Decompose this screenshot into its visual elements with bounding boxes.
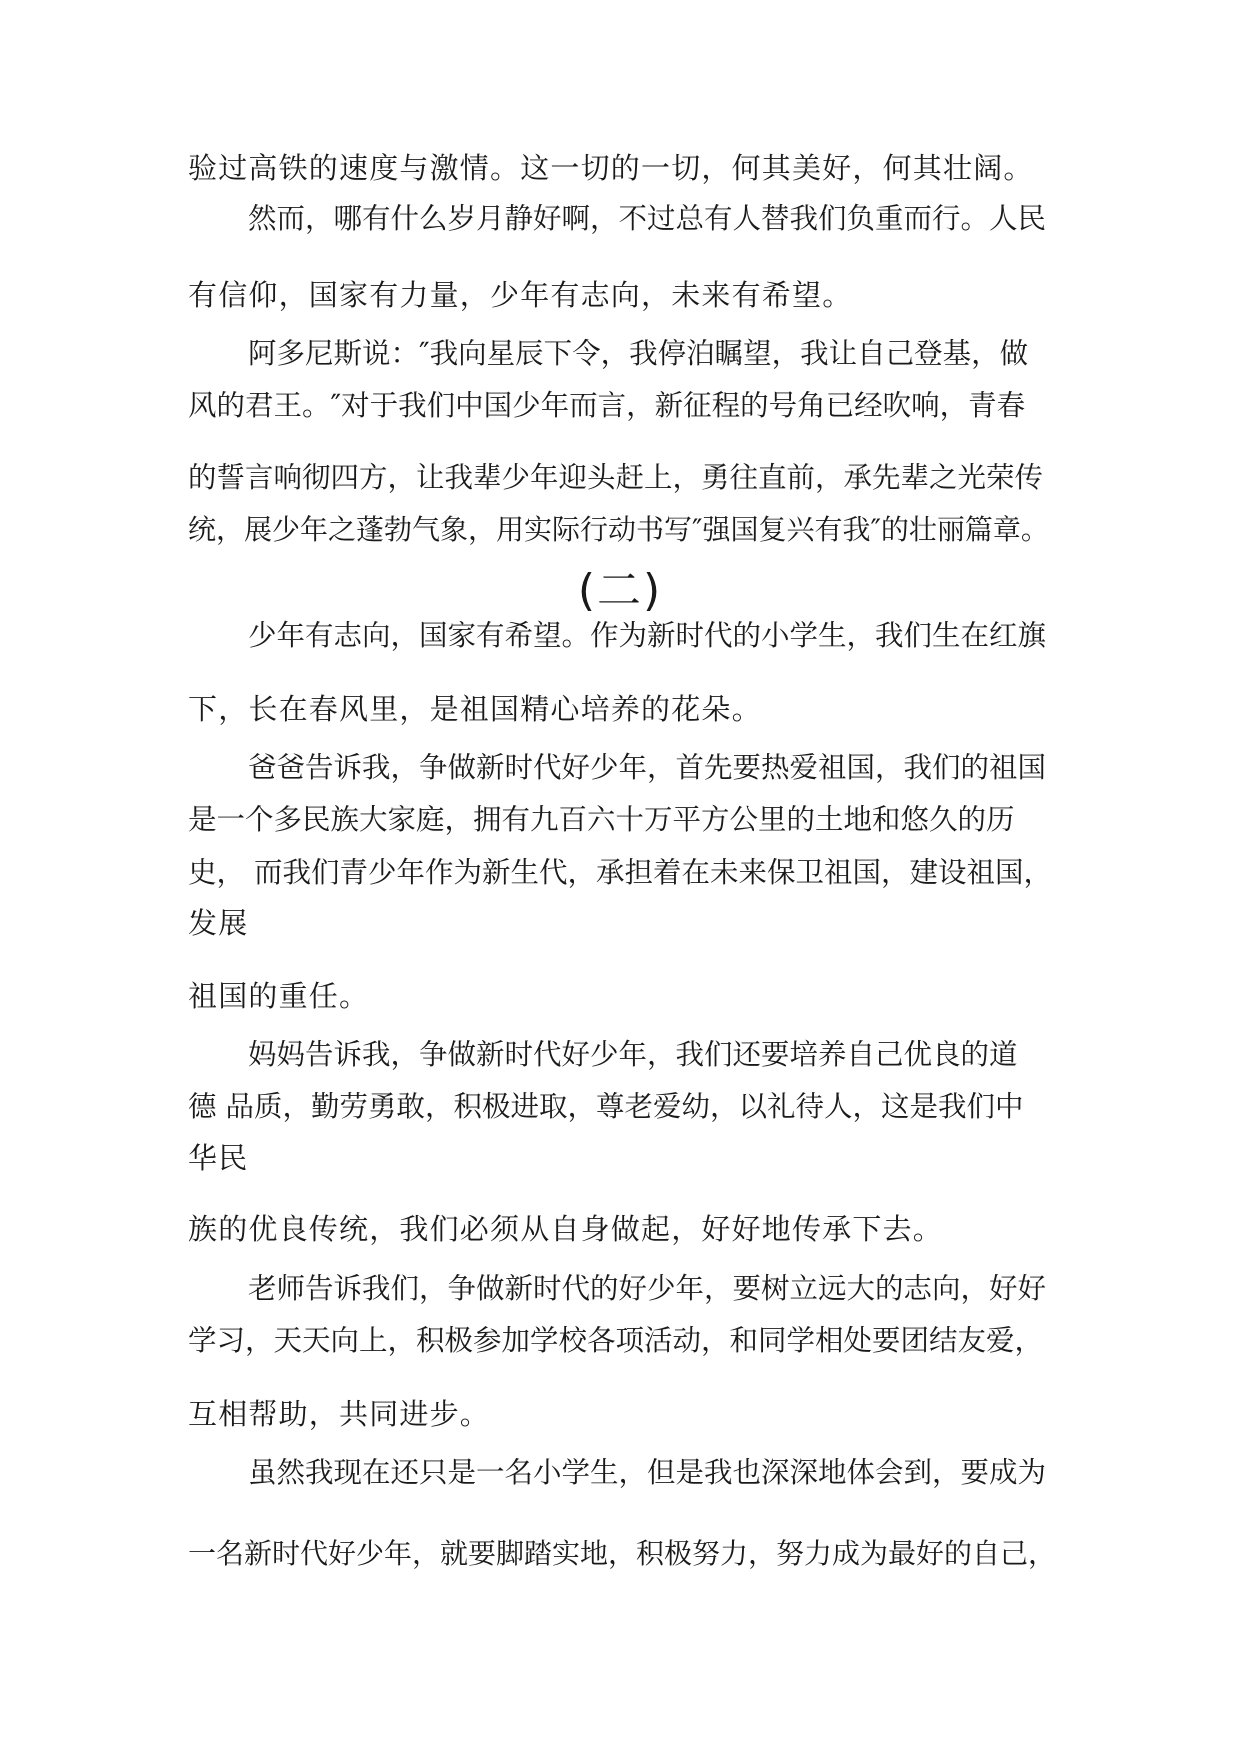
text-line: 妈妈告诉我，争做新时代好少年，我们还要培养自己优良的道 [248,1038,1018,1071]
text-line: 验过高铁的速度与激情。这一切的一切，何其美好，何其壮阔。 [188,151,1034,185]
text-line: 下，长在春风里，是祖国精心培养的花朵。 [188,692,762,726]
text-line: 老师告诉我们，争做新时代的好少年，要树立远大的志向，好好 [248,1272,1047,1305]
text-line: 一名新时代好少年，就要脚踏实地，积极努力，努力成为最好的自己， [188,1537,1057,1570]
text-line: 统，展少年之蓬勃气象，用实际行动书写″强国复兴有我″的壮丽篇章。 [188,513,1049,546]
text-line: 学习，天天向上，积极参加学校各项活动，和同学相处要团结友爱， [188,1324,1044,1357]
text-line: 的誓言响彻四方，让我辈少年迎头赶上，勇往直前，承先辈之光荣传 [188,461,1044,494]
text-line: 互相帮助，共同进步。 [188,1397,491,1431]
text-line: 虽然我现在还只是一名小学生，但是我也深深地体会到，要成为 [248,1456,1047,1489]
text-line: 爸爸告诉我，争做新时代好少年，首先要热爱祖国，我们的祖国 [248,751,1047,784]
text-line: 发展 [188,906,249,940]
text-line: 风的君王。″对于我们中国少年而言，新征程的号角已经吹响，青春 [188,389,1026,422]
text-line: 华民 [188,1141,249,1175]
text-line: 祖国的重任。 [188,979,370,1013]
text-line: 德 品质，勤劳勇敢，积极进取，尊老爱幼，以礼待人，这是我们中 [188,1090,1024,1123]
text-line: 阿多尼斯说：″我向星辰下令，我停泊瞩望，我让自己登基，做 [248,337,1029,370]
section-heading: (二) [577,565,663,616]
text-line: 族的优良传统，我们必须从自身做起，好好地传承下去。 [188,1212,944,1246]
text-line: 然而，哪有什么岁月静好啊，不过总有人替我们负重而行。人民 [248,202,1047,235]
text-line: 少年有志向，国家有希望。作为新时代的小学生，我们生在红旗 [248,619,1047,652]
text-line: 有信仰，国家有力量，少年有志向，未来有希望。 [188,278,853,312]
text-line: 是一个多民族大家庭，拥有九百六十万平方公里的土地和悠久的历 [188,803,1015,836]
text-line: 史， 而我们青少年作为新生代，承担着在未来保卫祖国，建设祖国， [188,856,1053,889]
